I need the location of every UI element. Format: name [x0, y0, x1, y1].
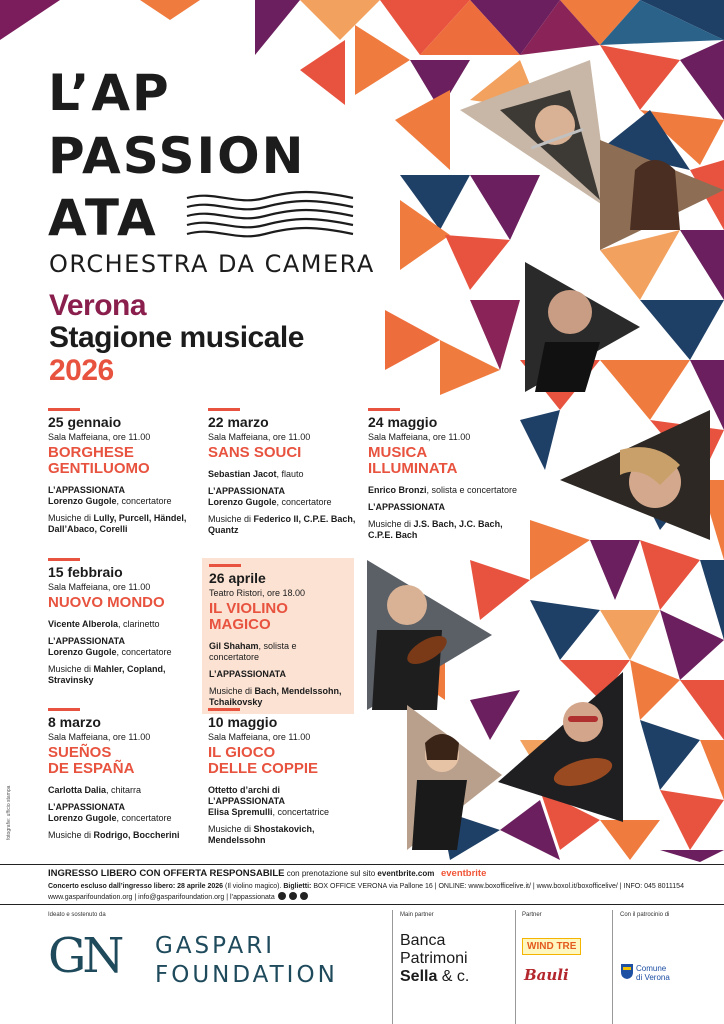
detail-bold: Mahler, Copland, [93, 664, 166, 674]
concert-detail-line [208, 807, 358, 818]
concert-detail-line [48, 664, 198, 675]
concert-title-line: SANS SOUCI [208, 444, 302, 461]
detail-text: , concertatore [276, 497, 332, 507]
detail-bold: L’APPASSIONATA [368, 502, 446, 512]
concert-detail-line [48, 813, 198, 824]
concert-date: 15 febbraio [48, 564, 123, 580]
detail-bold: Rodrigo, Boccherini [93, 830, 180, 840]
detail-bold: Enrico Bronzi [368, 485, 427, 495]
guitarist-photo [600, 140, 724, 260]
concert-detail-line [48, 675, 198, 686]
concert-title-line: IL VIOLINO [209, 600, 288, 617]
divider-2 [515, 910, 516, 1024]
detail-text: Musiche di [48, 513, 94, 523]
detail-bold: Vicente Alberola [48, 619, 119, 629]
concert-title-line: GENTILUOMO [48, 460, 150, 477]
concert-detail-line [48, 785, 198, 796]
facebook-icon[interactable] [278, 892, 286, 900]
instagram-icon[interactable] [289, 892, 297, 900]
detail-bold: Tchaikovsky [209, 697, 263, 707]
concert-detail-line [209, 641, 348, 663]
concert-date: 24 maggio [368, 414, 438, 430]
detail-bold: L’APPASSIONATA [209, 669, 287, 679]
concert-title [48, 445, 198, 477]
side-credit: fotografie: ufficio stampa [6, 785, 12, 840]
detail-bold: Mendelssohn [208, 835, 266, 845]
detail-bold: Gil Shaham [209, 641, 259, 651]
concert-venue: Sala Maffeiana, ore 11.00 [48, 732, 151, 742]
detail-bold: Lorenzo Gugole [48, 813, 117, 823]
concert-card-highlight [202, 558, 354, 714]
concert-excluded: Concerto escluso dall’ingresso libero: 28 aprile 2026 [48, 883, 224, 890]
concert-title-line: BORGHESE [48, 444, 134, 461]
concert-title [208, 445, 358, 461]
season-year: 2026 [49, 354, 114, 387]
sella-c: & c. [437, 968, 470, 985]
windtre-logo: WIND TRE [522, 938, 581, 955]
concert-detail-line [368, 485, 518, 496]
biglietti-label: Biglietti: [283, 883, 312, 890]
gn-logo-mark: GN [48, 928, 121, 984]
concert-venue: Sala Maffeiana, ore 11.00 [368, 432, 471, 442]
concert-detail-line [48, 485, 198, 496]
concert-detail-line [48, 619, 198, 630]
concert-detail-line [48, 802, 198, 813]
ingresso-line [48, 869, 486, 879]
detail-bold: Shostakovich, [253, 824, 315, 834]
concert-detail-line [208, 497, 358, 508]
concert-title-line: MUSICA [368, 444, 428, 461]
detail-text: Musiche di [48, 664, 94, 674]
detail-text: Musiche di [48, 830, 94, 840]
logo-line-3: ATA [48, 189, 158, 247]
detail-bold: Lully, Purcell, Händel, [93, 513, 187, 523]
concert-detail-line [208, 514, 358, 525]
woman-violinist-photo [407, 705, 502, 850]
footer-rule-top [0, 864, 724, 865]
detail-bold: L’APPASSIONATA [48, 485, 126, 495]
detail-bold: Sebastian Jacot [208, 469, 277, 479]
concert-title-line: MAGICO [209, 616, 271, 633]
concert-title [48, 745, 198, 777]
detail-text: , concertatore [116, 813, 172, 823]
detail-bold: Federico II, C.P.E. Bach, [253, 514, 356, 524]
detail-bold: Dall’Abaco, Corelli [48, 524, 128, 534]
detail-bold: J.S. Bach, J.C. Bach, [413, 519, 503, 529]
concert-card [368, 408, 518, 541]
detail-text: , clarinetto [118, 619, 160, 629]
detail-bold: C.P.E. Bach [368, 530, 418, 540]
concert-detail-line [48, 636, 198, 647]
detail-text: Musiche di [208, 824, 254, 834]
accent-bar [48, 708, 80, 711]
logo-line-2: PASSION [48, 127, 306, 185]
concert-detail-line [208, 785, 358, 796]
concert-card [208, 408, 358, 536]
detail-bold: L’APPASSIONATA [208, 486, 286, 496]
concert-detail-line [209, 686, 348, 697]
divider-3 [612, 910, 613, 1024]
sella-line [400, 968, 469, 986]
accent-bar [48, 408, 80, 411]
eventbrite-link[interactable]: eventbrite.com [377, 869, 435, 878]
detail-bold: L’APPASSIONATA [208, 796, 286, 806]
verona-coat-of-arms-icon [620, 962, 634, 980]
detail-bold: Bach, Mendelssohn, [254, 686, 342, 696]
logo-line-1: L’AP [48, 64, 171, 122]
detail-bold: Quantz [208, 525, 239, 535]
concert-date: 25 gennaio [48, 414, 122, 430]
concert-detail-line [208, 835, 358, 846]
concert-venue: Sala Maffeiana, ore 11.00 [48, 582, 151, 592]
patrimoni-text: Patrimoni [400, 950, 468, 967]
patrocinio-caption: Con il patrocinio di [620, 912, 670, 918]
youtube-icon[interactable] [300, 892, 308, 900]
clarinetist-photo [525, 262, 640, 392]
footer-rule-bottom [0, 904, 724, 905]
web-info[interactable]: www.gasparifoundation.org | info@gasparifoundation.org | l’appassionata [48, 894, 275, 901]
accent-bar [208, 708, 240, 711]
tickets-line [48, 882, 684, 892]
cellist-photo [560, 410, 710, 540]
detail-text: , chitarra [106, 785, 142, 795]
concert-detail-line [368, 502, 518, 513]
concert-title [209, 601, 348, 633]
concert-card [48, 708, 198, 841]
concert-detail-line [48, 513, 198, 524]
detail-bold: L’APPASSIONATA [48, 802, 126, 812]
detail-bold: Elisa Spremulli [208, 807, 273, 817]
ideato-caption: Ideato e sostenuto da [48, 912, 106, 918]
divider-1 [392, 910, 393, 1024]
violino-note: (Il violino magico). [223, 883, 284, 890]
detail-bold: Stravinsky [48, 675, 94, 685]
ingresso-bold: INGRESSO LIBERO CON OFFERTA RESPONSABILE [48, 868, 285, 879]
wave-lines-icon [185, 190, 355, 248]
concert-detail-line [208, 486, 358, 497]
concert-title-line: DELLE COPPIE [208, 760, 319, 777]
accent-bar [368, 408, 400, 411]
concert-detail-line [208, 525, 358, 536]
concert-date: 22 marzo [208, 414, 269, 430]
concert-title [208, 745, 358, 777]
concert-title-line: IL GIOCO [208, 744, 276, 761]
concert-title-line: SUEÑOS [48, 744, 112, 761]
accent-bar [48, 558, 80, 561]
concert-title [48, 595, 198, 611]
concert-date: 26 aprile [209, 570, 266, 586]
concert-detail-line [208, 469, 358, 480]
violinist-photo [367, 560, 492, 710]
detail-text: Musiche di [209, 686, 255, 696]
foundation-text: FOUNDATION [155, 962, 338, 988]
main-partner-caption: Main partner [400, 912, 434, 918]
biglietti-info: BOX OFFICE VERONA via Pallone 16 | ONLINE: www.boxofficelive.it/ | www.boxol.it/boxofficelive/ | INFO: 045 8011154 [311, 883, 684, 890]
concert-title-line: ILLUMINATA [368, 460, 458, 477]
ingresso-rest: con prenotazione sul sito [284, 869, 378, 878]
detail-bold: Ottetto d’archi di [208, 785, 280, 795]
concert-venue: Sala Maffeiana, ore 11.00 [48, 432, 151, 442]
banca-text: Banca [400, 932, 446, 949]
concert-card [48, 408, 198, 535]
concert-detail-line [368, 530, 518, 541]
gaspari-text: GASPARI [155, 933, 276, 959]
concert-card [48, 558, 198, 686]
detail-text: , solista e concertatore [209, 641, 297, 662]
concert-venue: Sala Maffeiana, ore 11.00 [208, 732, 311, 742]
flautist-photo [460, 60, 610, 210]
accent-bar [208, 408, 240, 411]
detail-text: Musiche di [368, 519, 414, 529]
concert-title [368, 445, 518, 477]
man-violist-photo [498, 672, 623, 822]
concert-venue: Teatro Ristori, ore 18.00 [209, 588, 306, 598]
season-city: Verona [49, 289, 147, 322]
web-line [48, 892, 308, 903]
sella-text: Sella [400, 968, 438, 985]
detail-text: , concertatore [116, 647, 172, 657]
concert-venue: Sala Maffeiana, ore 11.00 [208, 432, 311, 442]
concert-title-line: NUOVO MONDO [48, 594, 165, 611]
detail-bold: Carlotta Dalia [48, 785, 107, 795]
detail-text: , concertatore [116, 496, 172, 506]
concert-detail-line [209, 697, 348, 708]
detail-text: , flauto [276, 469, 304, 479]
detail-bold: L’APPASSIONATA [48, 636, 126, 646]
eventbrite-logo: eventbrite [440, 868, 487, 879]
concert-detail-line [48, 830, 198, 841]
detail-bold: Lorenzo Gugole [48, 647, 117, 657]
partner-caption: Partner [522, 912, 542, 918]
concert-detail-line [48, 496, 198, 507]
concert-card [208, 708, 358, 846]
concert-detail-line [48, 647, 198, 658]
concert-date: 10 maggio [208, 714, 278, 730]
bauli-logo: Bauli [524, 966, 569, 984]
concert-detail-line [208, 796, 358, 807]
concert-date: 8 marzo [48, 714, 101, 730]
di-verona-text: di Verona [636, 973, 670, 982]
top-left-triangles [0, 0, 300, 55]
detail-text: , concertatrice [272, 807, 330, 817]
detail-bold: Lorenzo Gugole [208, 497, 277, 507]
detail-text: Musiche di [208, 514, 254, 524]
accent-bar [209, 564, 241, 567]
detail-bold: Lorenzo Gugole [48, 496, 117, 506]
detail-text: , solista e concertatore [426, 485, 518, 495]
concert-detail-line [209, 669, 348, 680]
concert-title-line: DE ESPAÑA [48, 760, 135, 777]
concert-detail-line [48, 524, 198, 535]
logo-subtitle: ORCHESTRA DA CAMERA [49, 250, 375, 278]
concert-detail-line [208, 824, 358, 835]
comune-text: Comune [636, 964, 667, 973]
concert-detail-line [368, 519, 518, 530]
season-label: Stagione musicale [49, 321, 304, 354]
